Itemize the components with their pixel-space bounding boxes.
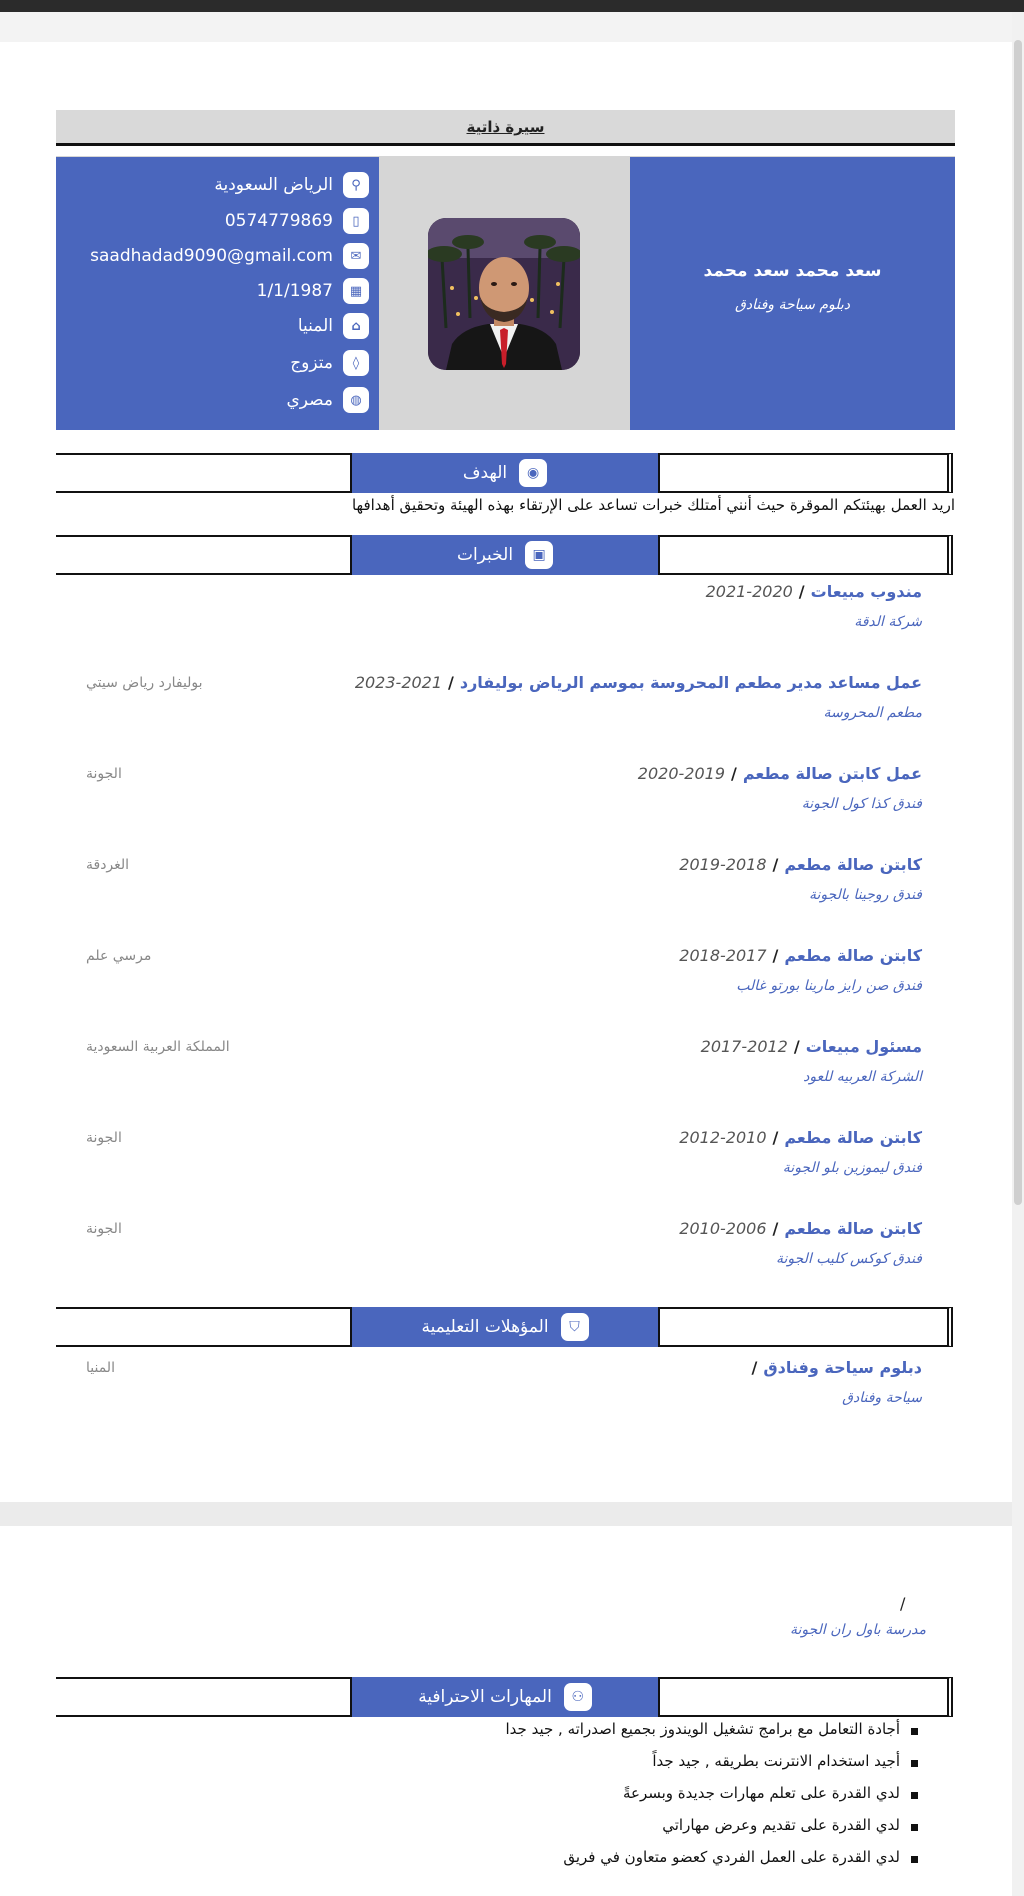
contact-birthdate (257, 277, 369, 305)
birthdate-text: 1/1/1987 (256, 281, 333, 301)
experience-item: كابتن صالة مطعم/2010-2012 فندق ليموزين بلو الجونة الجونة (86, 1128, 922, 1176)
contact-hometown (298, 312, 369, 340)
calendar-icon: ▦ (343, 278, 369, 304)
experience-title: مسئول مبيعات (805, 1037, 922, 1056)
experience-item: كابتن صالة مطعم/2017-2018 فندق صن رايز مارينا بورتو غالب مرسي علم (86, 946, 922, 994)
profile-photo (428, 218, 580, 370)
email-icon: ✉ (343, 243, 369, 269)
target-icon: ◉ (519, 459, 547, 487)
education-item: دبلوم سياحة وفنادق/ سياحة وفنادق المنيا (86, 1358, 922, 1406)
education-title: دبلوم سياحة وفنادق (763, 1358, 922, 1377)
profile-photo-illustration (428, 218, 580, 370)
experience-period: 2018-2019 (679, 855, 767, 874)
experience-title: كابتن صالة مطعم (784, 946, 922, 965)
ring-icon: ◊ (343, 350, 369, 376)
contact-info-box (56, 157, 379, 430)
experience-title: كابتن صالة مطعم (784, 1128, 922, 1147)
skill-item: لدي القدرة على العمل الفردي كعضو متعاون في فريق (380, 1848, 920, 1880)
viewer-toolbar-strip (0, 12, 1024, 42)
experience-location: الغردقة (86, 857, 130, 873)
experience-title: كابتن صالة مطعم (784, 1219, 922, 1238)
document-title: سيرة ذاتية (466, 118, 545, 136)
window-top-bar (0, 0, 1024, 12)
person-name: سعد محمد سعد محمد (703, 261, 882, 281)
location-icon: ⚲ (343, 172, 369, 198)
experience-period: 2012-2017 (700, 1037, 788, 1056)
graduation-cap-icon: ⛉ (561, 1313, 589, 1341)
objective-header-left (56, 453, 352, 493)
education-header (352, 1307, 658, 1347)
experience-heading: الخبرات (456, 545, 514, 565)
contact-location (214, 171, 369, 199)
experience-period: 2019-2020 (637, 764, 725, 783)
experience-company: شركة الدقة (854, 614, 922, 630)
marital-status-text: متزوج (290, 353, 333, 373)
experience-item: كابتن صالة مطعم/2006-2010 فندق كوكس كليب الجونة الجونة (86, 1219, 922, 1267)
people-icon: ⚇ (564, 1683, 592, 1711)
education-header-left (56, 1307, 352, 1347)
experience-company: الشركة العربيه للعود (803, 1069, 922, 1085)
experience-company: مطعم المحروسة (823, 705, 922, 721)
skills-header-left (56, 1677, 352, 1717)
experience-location: مرسي علم (86, 948, 152, 964)
education-field: سياحة وفنادق (842, 1390, 922, 1406)
globe-icon: ◍ (343, 387, 369, 413)
experience-header-left (56, 535, 352, 575)
location-text: الرياض السعودية (214, 175, 333, 195)
experience-item: عمل مساعد مدير مطعم المحروسة بموسم الرياض بوليفارد/2021-2023 مطعم المحروسة بوليفارد رياض سيتي (86, 673, 922, 721)
email-text: saadhadad9090@gmail.com (90, 246, 333, 266)
contact-phone (225, 207, 369, 235)
objective-heading: الهدف (462, 463, 508, 483)
experience-location: المملكة العربية السعودية (86, 1039, 230, 1055)
experience-header (352, 535, 658, 575)
skills-header-right (658, 1677, 953, 1717)
experience-company: فندق ليموزين بلو الجونة (782, 1160, 922, 1176)
experience-header-right (658, 535, 953, 575)
experience-location: الجونة (86, 1130, 122, 1146)
experience-location: الجونة (86, 1221, 122, 1237)
education-location: المنيا (86, 1360, 115, 1376)
experience-title: عمل مساعد مدير مطعم المحروسة بموسم الرياض بوليفارد (459, 673, 922, 692)
skills-heading: المهارات الاحترافية (418, 1687, 552, 1707)
experience-item: عمل كابتن صالة مطعم/2019-2020 فندق كذا كول الجونة الجونة (86, 764, 922, 812)
skills-list (380, 1720, 920, 1880)
experience-company: فندق صن رايز مارينا بورتو غالب (736, 978, 922, 994)
scrollbar-thumb[interactable] (1014, 40, 1022, 1205)
experience-company: فندق كذا كول الجونة (801, 796, 922, 812)
skill-item: أجادة التعامل مع برامج تشغيل الويندوز بجميع اصدراته , جيد جدا (380, 1720, 920, 1752)
experience-item: مسئول مبيعات/2012-2017 الشركة العربيه للعود المملكة العربية السعودية (86, 1037, 922, 1085)
experience-location: الجونة (86, 766, 122, 782)
phone-text: 0574779869 (224, 211, 333, 231)
skill-item: لدي القدرة على تقديم وعرض مهاراتي (380, 1816, 920, 1848)
objective-header-right (658, 453, 953, 493)
name-box (630, 157, 955, 430)
contact-nationality (286, 386, 369, 414)
nationality-text: مصري (286, 390, 333, 410)
contact-marital-status (290, 349, 369, 377)
objective-header (352, 453, 658, 493)
experience-title: عمل كابتن صالة مطعم (742, 764, 922, 783)
experience-period: 2020-2021 (705, 582, 793, 601)
experience-title: كابتن صالة مطعم (784, 855, 922, 874)
experience-company: فندق روجينا بالجونة (808, 887, 922, 903)
experience-item: مندوب مبيعات/2020-2021 شركة الدقة (705, 582, 922, 630)
page-separator (0, 1502, 1012, 1526)
experience-company: فندق كوكس كليب الجونة (776, 1251, 922, 1267)
skill-item: لدي القدرة على تعلم مهارات جديدة وبسرعةً (380, 1784, 920, 1816)
skill-item: أجيد استخدام الانترنت بطريقه , جيد جداً (380, 1752, 920, 1784)
page2-school: مدرسة باول ران الجونة (789, 1622, 926, 1638)
phone-icon: ▯ (343, 208, 369, 234)
hometown-text: المنيا (297, 316, 333, 336)
experience-period: 2017-2018 (679, 946, 767, 965)
education-header-right (658, 1307, 953, 1347)
education-heading: المؤهلات التعليمية (421, 1317, 549, 1337)
experience-location: بوليفارد رياض سيتي (86, 675, 203, 691)
experience-period: 2010-2012 (679, 1128, 767, 1147)
experience-title: مندوب مبيعات (810, 582, 922, 601)
skills-header (352, 1677, 658, 1717)
briefcase-icon: ▣ (525, 541, 553, 569)
person-subtitle: دبلوم سياحة وفنادق (735, 297, 850, 313)
objective-text: اريد العمل بهيئتكم الموقرة حيث أنني أمتلك خبرات تساعد على الإرتقاء بهذه الهيئة وتحقيق أهدافها (351, 496, 955, 514)
document-title-bar (56, 110, 955, 146)
experience-item: كابتن صالة مطعم/2018-2019 فندق روجينا بالجونة الغردقة (86, 855, 922, 903)
experience-period: 2006-2010 (679, 1219, 767, 1238)
contact-email (90, 242, 369, 270)
home-icon: ⌂ (343, 313, 369, 339)
page2-slash: / (900, 1594, 906, 1613)
experience-period: 2021-2023 (354, 673, 443, 692)
